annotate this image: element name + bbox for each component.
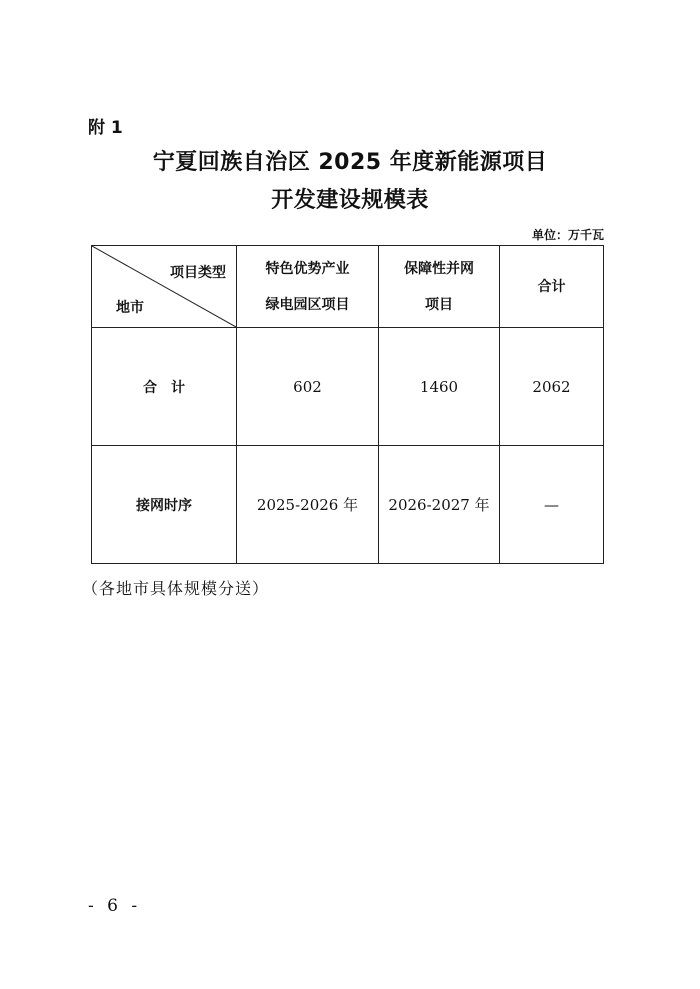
row-label-grid-timing: 接网时序 (92, 446, 237, 564)
distribution-note: （各地市具体规模分送） (82, 579, 270, 598)
corner-label-project-type: 项目类型 (170, 265, 226, 281)
diagonal-divider (92, 246, 236, 327)
appendix-label: 附 1 (88, 118, 123, 138)
column-header-green-park (237, 246, 379, 328)
table-corner-cell (92, 246, 237, 328)
table-row-total (92, 328, 604, 446)
page-number: - 6 - (88, 896, 142, 916)
table-header-row (92, 246, 604, 328)
column-header-line1: 合计 (537, 278, 566, 295)
column-header-guaranteed-grid (379, 246, 500, 328)
unit-label: 单位：万千瓦 (531, 228, 604, 242)
cell-green-park-total: 602 (237, 328, 379, 446)
row-label-total: 合 计 (92, 328, 237, 446)
column-header-line2: 项目 (425, 296, 453, 313)
column-header-line1: 保障性并网 (404, 260, 474, 277)
cell-guaranteed-grid-total: 1460 (379, 328, 500, 446)
column-header-line1: 特色优势产业 (265, 260, 350, 277)
column-header-line2: 绿电园区项目 (265, 296, 350, 313)
scale-table (91, 245, 604, 564)
document-title-line1: 宁夏回族自治区 2025 年度新能源项目 (152, 150, 548, 175)
cell-green-park-timing: 2025-2026 年 (237, 446, 379, 564)
column-header-total (500, 246, 604, 328)
cell-guaranteed-grid-timing: 2026-2027 年 (379, 446, 500, 564)
table-row-grid-timing (92, 446, 604, 564)
document-title-line2: 开发建设规模表 (271, 188, 429, 213)
cell-total-timing: — (500, 446, 604, 564)
cell-grand-total: 2062 (500, 328, 604, 446)
corner-label-city: 地市 (116, 300, 144, 316)
